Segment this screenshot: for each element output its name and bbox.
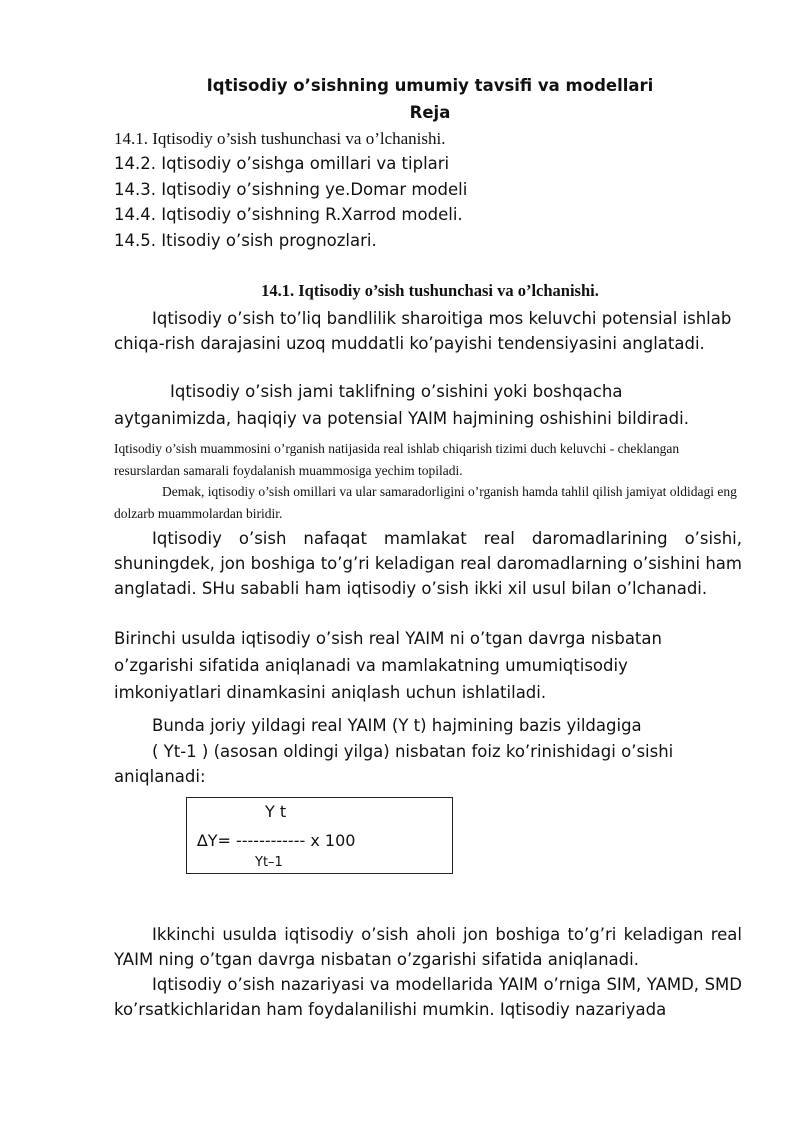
paragraph-line: aniqlanadi: (114, 767, 206, 786)
paragraph-line: Bunda joriy yildagi real YAIM (Y t) hajmining bazis yildagiga (152, 716, 642, 735)
document-title: Iqtisodiy o’sishning umumiy tavsifi va modellari (206, 76, 654, 95)
formula-box (186, 797, 453, 874)
plan-item: 14.4. Iqtisodiy o’sishning R.Xarrod modeli. (114, 205, 463, 224)
paragraph: Iqtisodiy o’sish nafaqat mamlakat real daromadlarining o’sishi, shuningdek, jon boshiga to’g’ri keladigan real daromadlarning o’sishini ham anglatadi. SHu sababli ham iqtisodiy o’sish ikki xil usul bilan o’lchanadi. (114, 529, 742, 598)
paragraph-line: Birinchi usulda iqtisodiy o’sish real YAIM ni o’tgan davrga nisbatan (114, 629, 662, 648)
paragraph: Iqtisodiy o’sish muammosini o’rganish natijasida real ishlab chiqarish tizimi duch keluvchi - cheklangan resurslardan samarali foydalanish muammosiga yechim topiladi. (114, 441, 680, 478)
plan-heading: Reja (409, 103, 451, 122)
section-heading: 14.1. Iqtisodiy o’sish tushunchasi va o’lchanishi. (261, 281, 599, 300)
paragraph: Ikkinchi usulda iqtisodiy o’sish aholi jon boshiga to’g’ri keladigan real YAIM ning o’tgan davrga nisbatan o’zgarishi sifatida aniqlanadi. (114, 925, 742, 969)
formula-numerator: Y t (265, 802, 287, 821)
formula-denominator: Yt–1 (255, 855, 283, 870)
paragraph: Demak, iqtisodiy o’sish omillari va ular samaradorligini o’rganish hamda tahlil qilish jamiyat oldidagi eng dolzarb muammolardan biridir. (114, 484, 737, 521)
paragraph-line: Iqtisodiy o’sish jami taklifning o’sishini yoki boshqacha (170, 382, 623, 401)
paragraph-line: ( Yt-1 ) (asosan oldingi yilga) nisbatan foiz ko’rinishidagi o’sishi (152, 742, 674, 761)
plan-item: 14.1. Iqtisodiy o’sish tushunchasi va o’lchanishi. (114, 129, 446, 148)
paragraph-line: aytganimizda, haqiqiy va potensial YAIM hajmining oshishini bildiradi. (114, 409, 689, 428)
paragraph-line: imkoniyatlari dinamkasini aniqlash uchun ishlatiladi. (114, 683, 547, 702)
paragraph-line: o’zgarishi sifatida aniqlanadi va mamlakatning umumiqtisodiy (114, 656, 628, 675)
paragraph: Iqtisodiy o’sish to’liq bandlilik sharoitiga mos keluvchi potensial ishlab chiqa-rish darajasini uzoq muddatli ko’payishi tendensiyasini anglatadi. (114, 309, 732, 353)
paragraph: Iqtisodiy o’sish nazariyasi va modellarida YAIM o’rniga SIM, YAMD, SMD ko’rsatkichlaridan ham foydalanilishi mumkin. Iqtisodiy nazariyada (114, 975, 742, 1019)
formula-expression: ∆Y= ------------ x 100 (197, 831, 356, 850)
plan-item: 14.3. Iqtisodiy o’sishning ye.Domar modeli (114, 180, 468, 199)
plan-item: 14.2. Iqtisodiy o’sishga omillari va tiplari (114, 154, 450, 173)
plan-item: 14.5. Itisodiy o’sish prognozlari. (114, 231, 377, 250)
